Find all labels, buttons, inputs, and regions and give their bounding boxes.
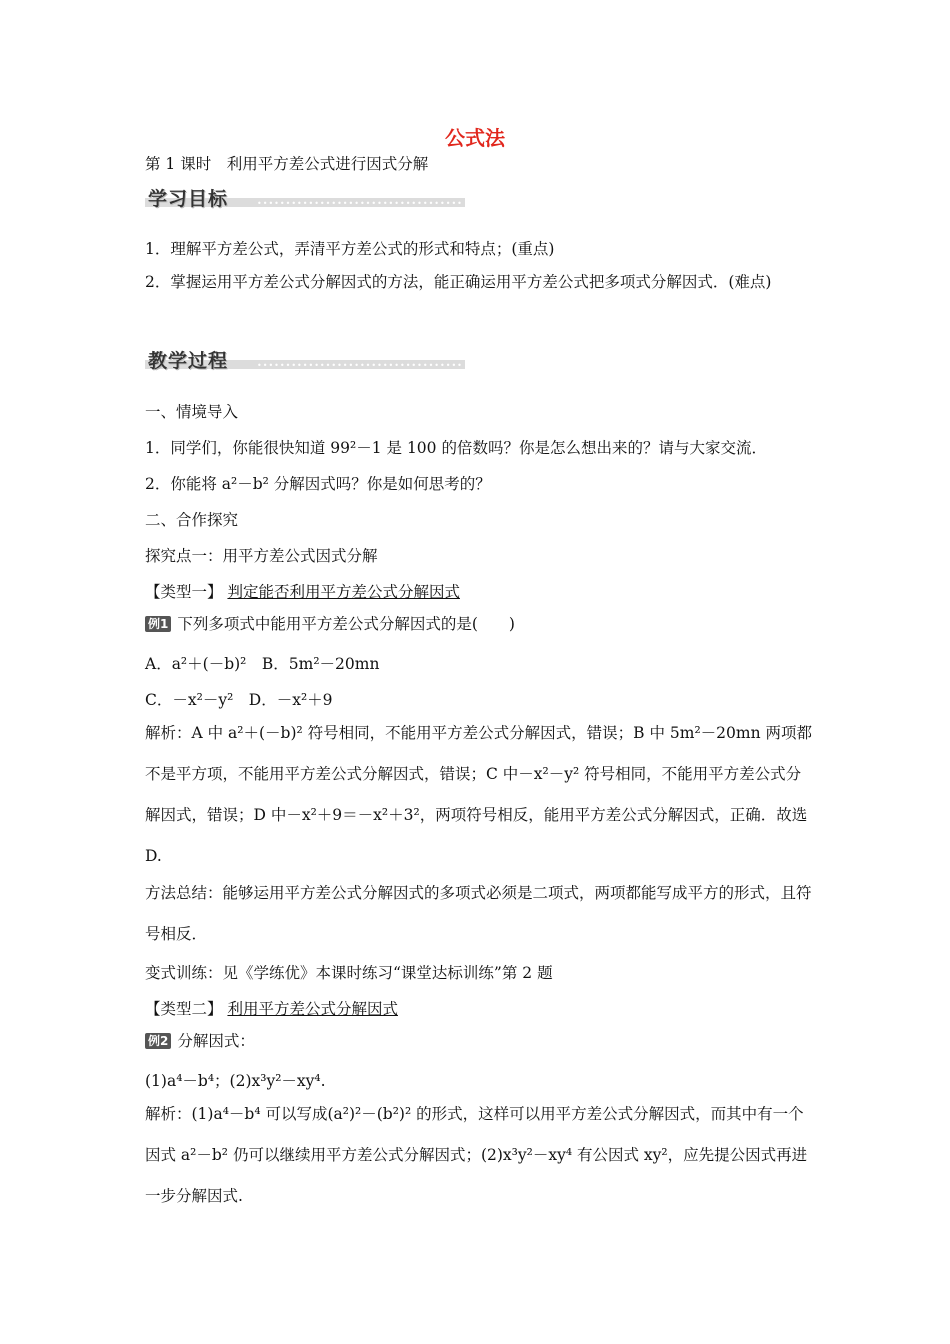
goal-2: 2．掌握运用平方差公式分解因式的方法，能正确运用平方差公式把多项式分解因式．(难点) (145, 273, 772, 291)
options-cd: C．－x²－y² D．－x²＋9 (145, 691, 333, 709)
section-banner-goals (145, 186, 465, 208)
analysis-2: 解析：(1)a⁴－b⁴ 可以写成(a²)²－(b²)² 的形式，这样可以用平方差公式分解因式，而其中有一个因式 a²－b² 仍可以继续用平方差公式分解因式；(2)x³y²－xy⁴ 有公因式 xy²，应先提公因式再进一步分解因式. (145, 1105, 808, 1205)
section-intro-heading: 一、情境导入 (145, 403, 239, 421)
type-2-title: 利用平方差公式分解因式 (227, 1000, 398, 1018)
example-2-text: 分解因式： (177, 1032, 255, 1050)
document-title: 公式法 (445, 126, 505, 150)
type-2-tag: 【类型二】 (145, 1000, 223, 1018)
example-1-text: 下列多项式中能用平方差公式分解因式的是( ) (177, 615, 515, 633)
section-explore-heading: 二、合作探究 (145, 511, 239, 529)
section-banner-process (145, 348, 465, 370)
method-summary-1: 方法总结：能够运用平方差公式分解因式的多项式必须是二项式，两项都能写成平方的形式，且符号相反． (145, 884, 812, 943)
explore-point-1: 探究点一：用平方差公式因式分解 (145, 547, 378, 565)
type-1-heading (145, 580, 460, 602)
type-1-tag: 【类型一】 (145, 583, 223, 601)
example-2 (145, 1029, 255, 1051)
type-1-title: 判定能否利用平方差公式分解因式 (227, 583, 460, 601)
options-ab: A．a²＋(－b)² B．5m²－20mn (145, 655, 380, 673)
question-1: 1．同学们，你能很快知道 99²－1 是 100 的倍数吗？你是怎么想出来的？请与大家交流． (145, 439, 767, 457)
analysis-1: 解析：A 中 a²＋(－b)² 符号相同，不能用平方差公式分解因式，错误；B 中 5m²－20mn 两项都不是平方项，不能用平方差公式分解因式，错误；C 中－x²－y² 符号相同，不能用平方差公式分解因式，错误；D 中－x²＋9＝－x²＋3²，两项符号相反，能用平方差公式分解因式，正确．故选 D. (145, 724, 813, 865)
lesson-subtitle: 第 1 课时 利用平方差公式进行因式分解 (145, 155, 429, 173)
banner-label-process: 教学过程 (148, 350, 229, 372)
example-2-items: (1)a⁴－b⁴；(2)x³y²－xy⁴. (145, 1072, 326, 1090)
banner-dots: •••••••••••••••••••••••••••••••••••• (257, 199, 463, 208)
example-2-badge: 例2 (145, 1033, 171, 1049)
example-1-badge: 例1 (145, 616, 171, 632)
banner-dots: •••••••••••••••••••••••••••••••••••• (257, 361, 463, 370)
banner-label-goals: 学习目标 (148, 188, 229, 210)
example-1 (145, 612, 515, 634)
goal-1: 1．理解平方差公式，弄清平方差公式的形式和特点；(重点) (145, 240, 555, 258)
type-2-heading (145, 997, 398, 1019)
question-2: 2．你能将 a²－b² 分解因式吗？你是如何思考的？ (145, 475, 491, 493)
variant-training-1: 变式训练：见《学练优》本课时练习“课堂达标训练”第 2 题 (145, 964, 553, 982)
